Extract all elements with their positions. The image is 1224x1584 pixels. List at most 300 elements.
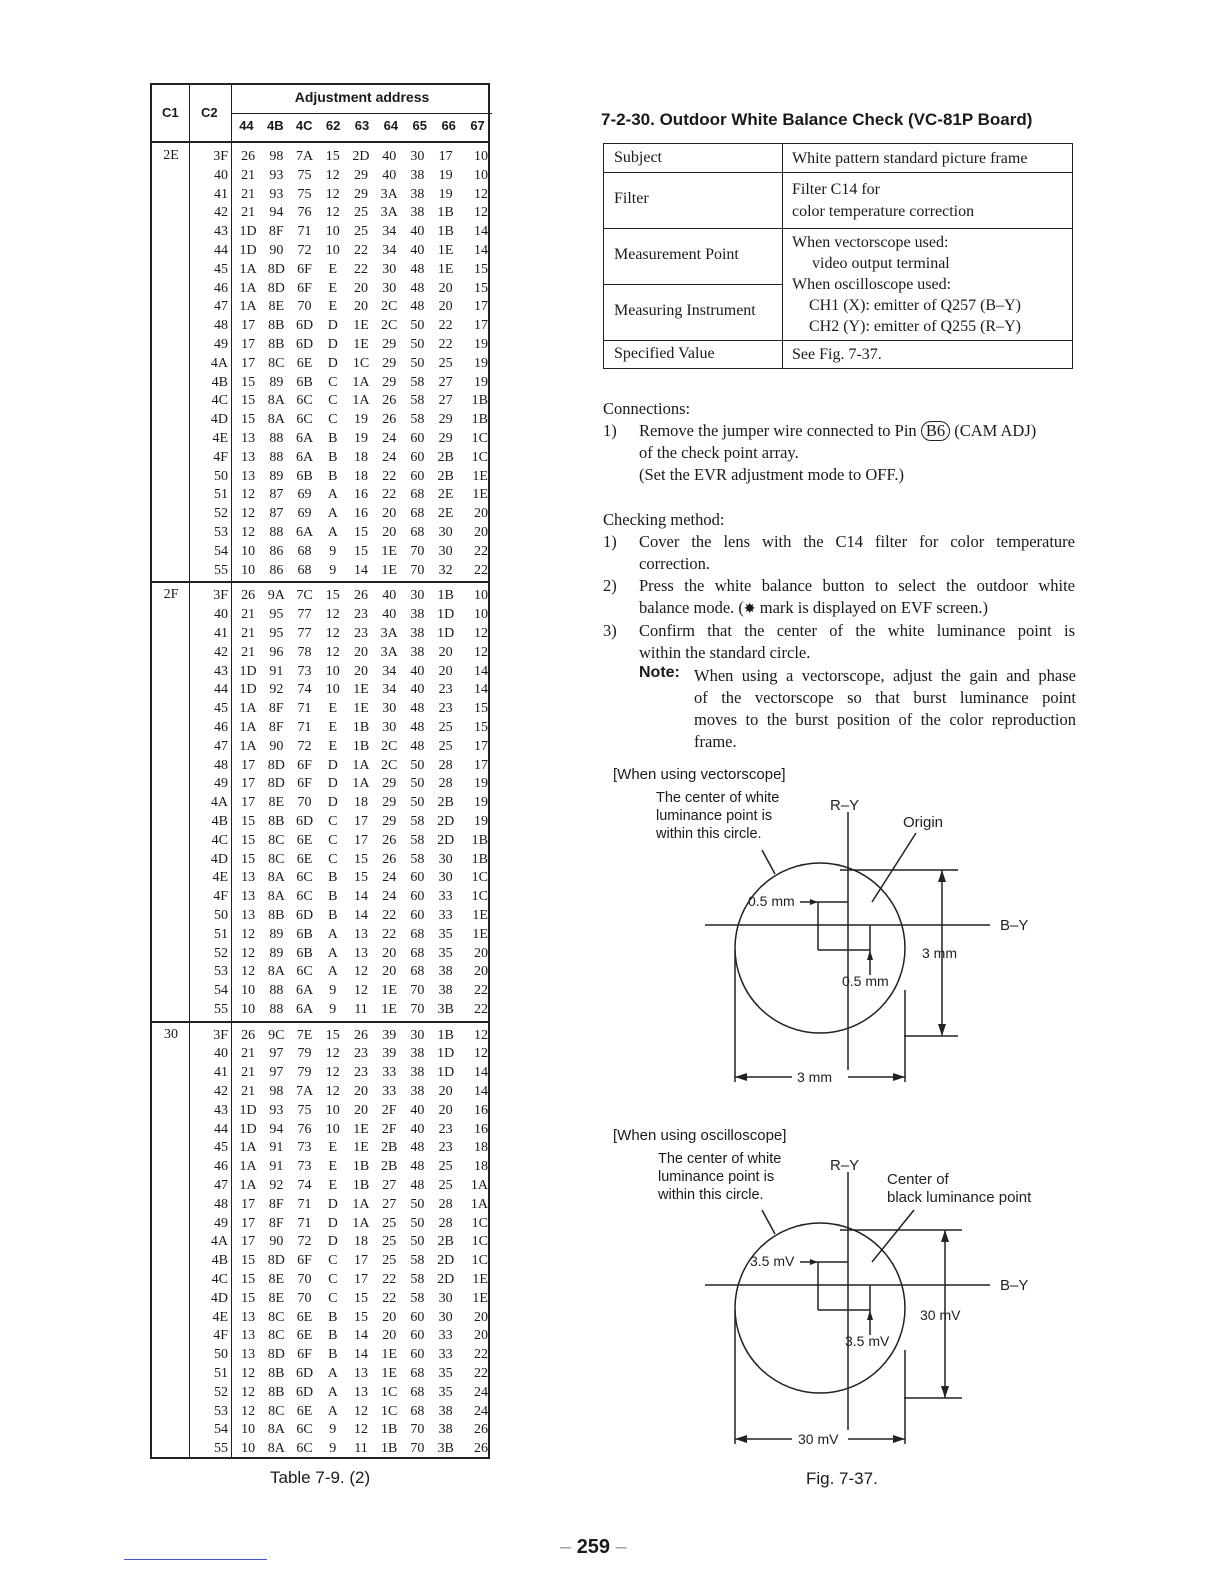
table-row	[152, 1102, 488, 1121]
row-c2-value: 4C	[211, 393, 228, 409]
table-cell: 6D	[295, 318, 314, 334]
table-cell: C	[328, 1272, 338, 1287]
table-cell: 38	[410, 625, 425, 641]
table-cell: B	[328, 1347, 338, 1363]
table-cell: 88	[269, 983, 284, 999]
table-cell: 10	[241, 1422, 256, 1438]
header-address-col: 63	[354, 118, 370, 133]
vector-by-label: B–Y	[1000, 917, 1029, 934]
header-address-col: 67	[470, 118, 485, 133]
table-cell: 13	[241, 1347, 256, 1363]
table-cell: 20	[473, 945, 488, 961]
table-cell: 19	[473, 813, 488, 829]
table-cell: 29	[382, 337, 397, 352]
table-cell: 8B	[268, 318, 285, 334]
table-cell: 18	[353, 449, 368, 465]
table-cell: A	[327, 964, 338, 980]
row-c2-value: 42	[214, 644, 228, 660]
table-cell: 10	[241, 1441, 256, 1457]
table-cell: 6D	[295, 1384, 314, 1400]
vector-big-dim-vertical: 3 mm	[922, 945, 957, 961]
note-line-2: of the vectorscope so that burst luminance point	[694, 688, 1076, 707]
table-cell: 58	[410, 374, 425, 390]
table-cell: 40	[410, 682, 425, 698]
adjustment-address-table	[150, 83, 490, 1459]
table-cell: 1A	[239, 701, 257, 717]
row-c2-value: 40	[214, 1046, 228, 1062]
table-row	[152, 543, 488, 562]
row-c2-value: 54	[214, 543, 228, 559]
table-cell: 38	[438, 983, 453, 999]
step-number: 2)	[603, 576, 617, 595]
table-cell: 75	[297, 1102, 312, 1118]
table-cell: 58	[410, 393, 425, 409]
table-cell: 7A	[295, 1084, 314, 1099]
table-cell: 1E	[353, 1140, 369, 1156]
table-cell: 2D	[437, 813, 455, 829]
table-cell: 21	[241, 167, 256, 183]
table-cell: 20	[438, 299, 453, 315]
table-cell: C	[328, 832, 338, 848]
vector-desc-line-2: luminance point is	[656, 808, 773, 824]
row-c2-value: 4E	[212, 870, 228, 886]
table-cell: 75	[297, 167, 312, 183]
table-row	[152, 1290, 488, 1309]
header-address-col: 44	[239, 118, 254, 133]
table-cell: 2C	[381, 757, 398, 773]
table-cell: 28	[438, 757, 453, 773]
table-cell: 12	[325, 186, 340, 202]
table-cell: 2D	[437, 1253, 455, 1269]
table-cell: 20	[382, 1309, 397, 1325]
table-row	[152, 869, 488, 888]
table-cell: 40	[382, 607, 397, 623]
table-cell: 8A	[267, 1441, 285, 1457]
table-cell: C	[328, 393, 338, 409]
table-cell: 2B	[381, 1140, 398, 1156]
table-cell: 1C	[471, 1215, 488, 1231]
table-cell: 58	[410, 851, 425, 867]
table-cell: 12	[353, 1403, 368, 1419]
table-cell: 1E	[472, 1290, 488, 1306]
vector-small-dim-2: 0.5 mm	[842, 973, 889, 989]
arrow-right	[893, 1073, 905, 1081]
table-row	[152, 1421, 488, 1440]
table-cell: 97	[269, 1046, 284, 1062]
table-cell: 1A	[239, 299, 257, 315]
table-cell: 48	[410, 738, 425, 754]
vectorscope-diagram	[700, 790, 1040, 1100]
table-row	[152, 982, 488, 1001]
table-cell: 73	[297, 1140, 312, 1156]
table-cell: 6C	[296, 412, 313, 428]
table-cell: 79	[297, 1065, 312, 1081]
table-cell: 98	[269, 1084, 284, 1099]
table-cell: 1B	[381, 1441, 398, 1457]
table-cell: 68	[410, 1366, 425, 1381]
table-cell: 33	[438, 1328, 453, 1344]
table-cell: 3A	[380, 186, 398, 202]
vectorscope-heading: [When using vectorscope]	[613, 766, 786, 783]
table-cell: B	[328, 870, 338, 886]
table-cell: 6A	[295, 525, 314, 540]
table-cell: 1B	[471, 832, 488, 848]
table-cell: 20	[473, 525, 488, 540]
table-cell: 20	[382, 945, 397, 961]
table-cell: 29	[382, 355, 397, 371]
table-cell: 90	[269, 1234, 284, 1250]
row-c2-value: 44	[214, 1121, 228, 1137]
row-c2-value: 44	[214, 243, 228, 258]
page-number	[560, 1536, 627, 1559]
table-cell: 25	[382, 1234, 397, 1250]
table-cell: 9	[329, 562, 337, 578]
table-cell: 15	[473, 701, 488, 717]
table-cell: 30	[410, 1027, 425, 1043]
table-cell: 12	[241, 926, 256, 942]
table-row	[152, 794, 488, 813]
spec-table	[603, 143, 1073, 369]
table-row	[152, 888, 488, 907]
table-row	[152, 832, 488, 851]
table-cell: 72	[297, 243, 312, 258]
spec-rule	[604, 284, 782, 285]
table-cell: 2B	[437, 468, 454, 484]
header-address-columns	[232, 118, 492, 133]
table-cell: 40	[382, 149, 397, 164]
table-cell: 2D	[437, 832, 455, 848]
table-cell: 6C	[296, 964, 313, 980]
table-cell: 21	[241, 625, 256, 641]
table-cell: 1C	[381, 1384, 398, 1400]
table-row	[152, 1121, 488, 1140]
table-cell: 93	[269, 186, 284, 202]
table-cell: 10	[473, 607, 488, 623]
table-cell: 58	[410, 1253, 425, 1269]
table-cell: 18	[353, 1234, 368, 1250]
spec-filter-value-2: color temperature correction	[792, 203, 975, 220]
table-cell: D	[327, 776, 338, 792]
table-cell: 1B	[471, 851, 488, 867]
table-cell: 88	[269, 431, 284, 446]
table-cell: 12	[325, 1065, 340, 1081]
table-cell: 20	[473, 1328, 488, 1344]
table-cell: 74	[297, 682, 312, 698]
header-c1: C1	[162, 105, 179, 120]
table-cell: 95	[269, 625, 284, 641]
standard-circle	[735, 863, 905, 1033]
check-step-1-line-2: correction.	[639, 554, 711, 573]
row-c2-value: 52	[214, 506, 228, 522]
table-cell: 21	[241, 205, 256, 221]
table-cell: 10	[241, 562, 256, 578]
table-cell: 48	[410, 299, 425, 315]
table-cell: 1C	[471, 1253, 488, 1269]
table-cell: 71	[297, 224, 312, 240]
table-cell: 30	[410, 149, 425, 164]
table-cell: B	[328, 889, 338, 905]
table-cell: 6F	[297, 776, 312, 792]
table-row	[152, 374, 488, 393]
table-cell: 14	[353, 562, 368, 578]
table-cell: 1A	[352, 393, 370, 409]
table-cell: 8D	[267, 1347, 285, 1363]
table-row	[152, 392, 488, 411]
table-cell: 20	[353, 663, 368, 679]
table-cell: 58	[410, 813, 425, 829]
table-row	[152, 813, 488, 832]
table-cell: 12	[241, 525, 256, 540]
page-number-value: 259	[576, 1536, 611, 1558]
table-cell: 70	[297, 795, 312, 811]
arrow-left	[735, 1435, 747, 1443]
table-cell: 22	[382, 907, 397, 923]
table-cell: 70	[297, 299, 312, 315]
table-cell: 14	[473, 663, 488, 679]
table-cell: 34	[382, 243, 397, 258]
table-cell: 12	[325, 607, 340, 623]
table-cell: 1D	[437, 1046, 455, 1062]
table-cell: 15	[325, 1027, 340, 1043]
arrow-small-up	[867, 1310, 873, 1320]
check-step-2-line-2	[639, 597, 988, 620]
table-cell: 6B	[296, 945, 313, 961]
table-cell: 20	[382, 964, 397, 980]
table-cell: 30	[382, 701, 397, 717]
table-cell: 25	[438, 1178, 453, 1193]
table-cell: 60	[410, 1328, 425, 1344]
table-cell: 8B	[268, 337, 285, 352]
table-cell: 10	[325, 663, 340, 679]
table-cell: 2F	[381, 1121, 397, 1137]
table-cell: 35	[438, 945, 453, 961]
table-cell: 6C	[296, 889, 313, 905]
osc-desc-line-3: within this circle.	[658, 1187, 764, 1203]
table-cell: 50	[410, 776, 425, 792]
check-step-2-text-a: balance mode. (	[639, 598, 744, 617]
osc-small-dim-1: 3.5 mV	[750, 1253, 795, 1269]
row-c2-value: 49	[214, 337, 228, 352]
table-cell: 15	[241, 832, 256, 848]
row-c2-value: 47	[214, 738, 228, 754]
table-cell: 17	[438, 149, 453, 164]
table-cell: 72	[297, 738, 312, 754]
table-cell: 68	[410, 506, 425, 522]
table-cell: 19	[438, 167, 453, 183]
table-cell: 12	[241, 506, 256, 522]
table-cell: 30	[438, 1309, 453, 1325]
table-cell: 20	[473, 964, 488, 980]
header-bottom-rule	[152, 141, 488, 143]
table-cell: 6A	[295, 431, 314, 446]
table-cell: 8C	[268, 1309, 285, 1325]
table-cell: 17	[241, 757, 256, 773]
table-cell: 20	[473, 506, 488, 522]
table-cell: 9C	[268, 1027, 285, 1043]
table-cell: 33	[438, 907, 453, 923]
table-cell: 26	[473, 1422, 488, 1438]
table-cell: 1B	[381, 1422, 398, 1438]
table-cell: 1B	[471, 393, 488, 409]
table-cell: C	[328, 851, 338, 867]
table-cell: 22	[438, 318, 453, 334]
table-cell: 22	[382, 1272, 397, 1287]
table-cell: 60	[410, 1347, 425, 1363]
table-cell: 35	[438, 1366, 453, 1381]
table-cell: 1A	[239, 719, 257, 735]
table-cell: 33	[438, 889, 453, 905]
table-cell: 6C	[296, 870, 313, 886]
table-cell: 68	[410, 525, 425, 540]
spec-instrument-label: Measuring Instrument	[614, 302, 756, 319]
table-cell: 38	[410, 1084, 425, 1099]
table-cell: 1C	[471, 870, 488, 886]
table-cell: 26	[382, 832, 397, 848]
table-cell: 20	[353, 1084, 368, 1099]
table-row	[152, 1252, 488, 1271]
checking-heading: Checking method:	[603, 510, 725, 529]
table-cell: 12	[473, 205, 488, 221]
row-c2-value: 53	[214, 525, 228, 540]
arrow-down	[941, 1386, 949, 1398]
table-cell: 93	[269, 1102, 284, 1118]
table-cell: 17	[241, 1234, 256, 1250]
table-cell: 93	[269, 167, 284, 183]
table-row	[152, 719, 488, 738]
table-cell: 2C	[381, 318, 398, 334]
table-cell: 38	[410, 1065, 425, 1081]
table-cell: 12	[241, 1384, 256, 1400]
table-cell: 33	[438, 1347, 453, 1363]
table-cell: 72	[297, 1234, 312, 1250]
table-cell: 30	[410, 588, 425, 604]
table-cell: 22	[382, 926, 397, 942]
row-c2-value: 48	[214, 1196, 228, 1212]
table-row	[152, 587, 488, 606]
row-c2-value: 46	[214, 719, 228, 735]
table-cell: 8A	[267, 393, 285, 409]
note-line-4: frame.	[694, 732, 737, 751]
table-cell: 13	[241, 1309, 256, 1325]
table-cell: 17	[241, 1215, 256, 1231]
header-c2: C2	[201, 105, 218, 120]
table-cell: 20	[438, 644, 453, 660]
table-cell: 70	[410, 543, 425, 559]
table-cell: 25	[353, 205, 368, 221]
row-c2-value: 41	[214, 1065, 228, 1081]
vector-origin-label: Origin	[903, 814, 944, 831]
table-cell: 1D	[437, 625, 455, 641]
table-cell: B	[328, 1328, 338, 1344]
table-cell: 1A	[470, 1196, 488, 1212]
table-cell: 25	[438, 355, 453, 371]
table-cell: 1E	[381, 562, 397, 578]
table-row	[152, 625, 488, 644]
table-cell: 25	[353, 224, 368, 240]
vector-big-dim-horizontal: 3 mm	[797, 1069, 832, 1085]
table-cell: 33	[382, 1065, 397, 1081]
table-row	[152, 700, 488, 719]
row-c2-value: 40	[214, 167, 228, 183]
table-cell: 13	[353, 1366, 368, 1381]
table-cell: 3B	[437, 1441, 454, 1457]
table-row	[152, 167, 488, 186]
table-row	[152, 1158, 488, 1177]
table-cell: 1D	[239, 682, 257, 698]
table-cell: 17	[473, 318, 488, 334]
table-cell: 20	[353, 644, 368, 660]
table-cell: 95	[269, 607, 284, 623]
row-c2-value: 55	[214, 1001, 228, 1017]
table-cell: 17	[241, 1196, 256, 1212]
table-cell: 17	[241, 355, 256, 371]
table-row	[152, 562, 488, 581]
table-cell: 14	[353, 1347, 368, 1363]
table-cell: 14	[353, 1328, 368, 1344]
table-cell: 58	[410, 1290, 425, 1306]
table-cell: 8F	[268, 719, 284, 735]
table-cell: 50	[410, 355, 425, 371]
table-cell: 20	[382, 506, 397, 522]
row-c2-value: 50	[214, 468, 228, 484]
table-cell: E	[328, 1159, 338, 1175]
table-cell: 38	[438, 1403, 453, 1419]
table-cell: 1E	[381, 543, 397, 559]
table-cell: 10	[241, 543, 256, 559]
table-cell: 32	[438, 562, 453, 578]
table-cell: 3B	[437, 1001, 454, 1017]
table-cell: 26	[382, 851, 397, 867]
table-row	[152, 644, 488, 663]
table-cell: 19	[473, 355, 488, 371]
table-cell: 38	[410, 644, 425, 660]
spec-filter-value-1: Filter C14 for	[792, 181, 880, 198]
table-cell: 1A	[239, 738, 257, 754]
table-cell: 6F	[297, 1347, 312, 1363]
table-cell: 8A	[267, 870, 285, 886]
note-line-1: When using a vectorscope, adjust the gain and phase	[694, 666, 1076, 685]
table-cell: 29	[382, 374, 397, 390]
row-c2-value: 47	[214, 1178, 228, 1193]
table-row	[152, 223, 488, 242]
table-cell: A	[327, 1384, 338, 1400]
table-row	[152, 681, 488, 700]
table-cell: 8E	[268, 1272, 285, 1287]
table-cell: 15	[241, 1290, 256, 1306]
table-cell: C	[328, 412, 338, 428]
table-cell: 60	[410, 468, 425, 484]
row-c2-value: 41	[214, 625, 228, 641]
table-cell: 88	[269, 449, 284, 465]
table-cell: 76	[297, 205, 312, 221]
table-cell: 27	[438, 393, 453, 409]
spec-divider	[782, 144, 783, 368]
table-cell: 16	[353, 506, 368, 522]
row-c2-value: 46	[214, 280, 228, 296]
vector-desc-line-1: The center of white	[656, 790, 780, 806]
table-cell: 8D	[267, 776, 285, 792]
table-cell: 15	[241, 412, 256, 428]
table-cell: 68	[297, 543, 312, 559]
spec-subject-value: White pattern standard picture frame	[792, 150, 1028, 167]
table-cell: 17	[241, 795, 256, 811]
table-row	[152, 1001, 488, 1020]
table-cell: 26	[353, 588, 368, 604]
row-c2-value: 4F	[213, 889, 228, 905]
table-cell: 2B	[437, 449, 454, 465]
table-cell: 8F	[268, 1196, 284, 1212]
table-cell: 23	[353, 607, 368, 623]
